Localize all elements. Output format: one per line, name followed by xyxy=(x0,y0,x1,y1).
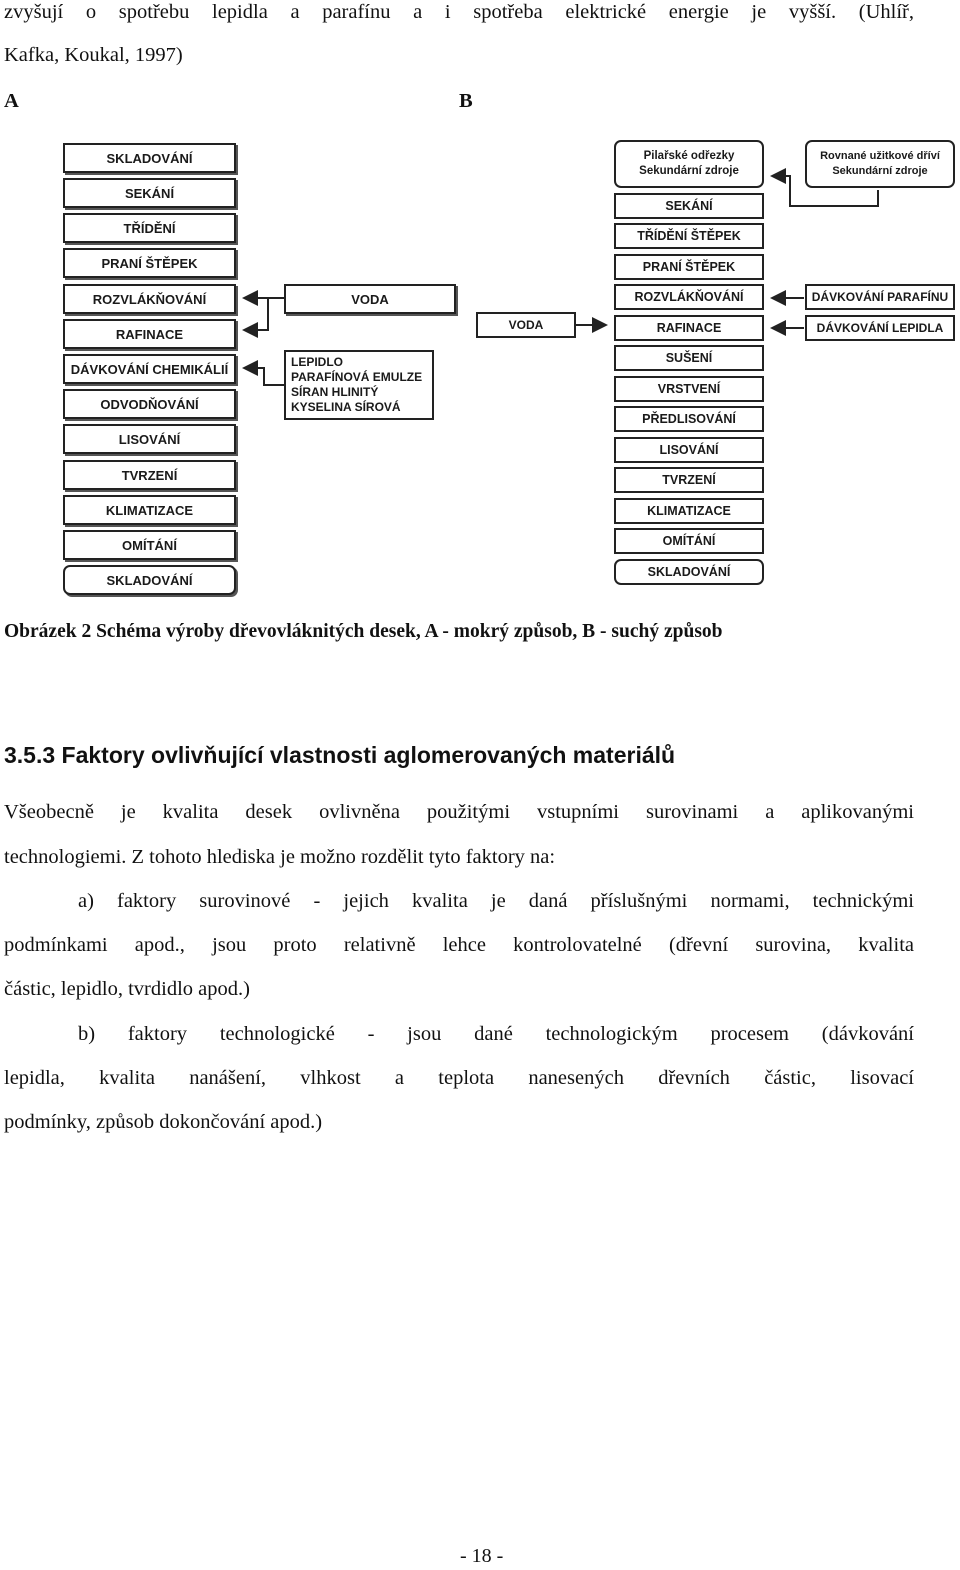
body-pa-line1: a) faktory surovinové - jejich kvalita je daná příslušnými normami, technickými xyxy=(78,890,914,912)
a-input-voda: VODA xyxy=(284,284,456,314)
b-step-vrstveni: VRSTVENÍ xyxy=(614,376,764,402)
a-step-lisovani: LISOVÁNÍ xyxy=(63,424,236,454)
b-step-klimatizace: KLIMATIZACE xyxy=(614,498,764,524)
a-step-tvrzeni: TVRZENÍ xyxy=(63,460,236,490)
a-step-klimatizace: KLIMATIZACE xyxy=(63,495,236,525)
body-pb-line2: lepidla, kvalita nanášení, vlhkost a teplota nanesených dřevních částic, lisovací xyxy=(4,1067,914,1089)
b-source-rovnane-line1: Rovnané užitkové dříví xyxy=(820,150,940,162)
a-step-sekani: SEKÁNÍ xyxy=(63,178,236,208)
chemical-siran-hlinity: SÍRAN HLINITÝ xyxy=(291,385,379,399)
b-step-rozvlaknovani: ROZVLÁKŇOVÁNÍ xyxy=(614,284,764,310)
b-step-prani-stepek: PRANÍ ŠTĚPEK xyxy=(614,254,764,280)
body-pb-line3: podmínky, způsob dokončování apod.) xyxy=(4,1111,323,1133)
a-step-trideni: TŘÍDĚNÍ xyxy=(63,213,236,243)
a-step-davkovani-chemikalii: DÁVKOVÁNÍ CHEMIKÁLIÍ xyxy=(63,354,236,384)
b-input-voda: VODA xyxy=(476,312,576,338)
b-source-pilarske xyxy=(614,140,764,188)
body-pa-line3: částic, lepidlo, tvrdidlo apod.) xyxy=(4,978,250,1000)
b-step-lisovani: LISOVÁNÍ xyxy=(614,437,764,463)
a-step-prani-stepek: PRANÍ ŠTĚPEK xyxy=(63,248,236,278)
a-input-chemicals xyxy=(284,350,434,420)
figure-caption: Obrázek 2 Schéma výroby dřevovláknitých desek, A - mokrý způsob, B - suchý způsob xyxy=(4,621,723,642)
b-step-predlisovani: PŘEDLISOVÁNÍ xyxy=(614,406,764,432)
b-step-suseni: SUŠENÍ xyxy=(614,345,764,371)
body-p1-line1: Všeobecně je kvalita desek ovlivněna použitými vstupními surovinami a aplikovanými xyxy=(4,801,914,823)
b-step-omitani: OMÍTÁNÍ xyxy=(614,528,764,554)
b-step-skladovani: SKLADOVÁNÍ xyxy=(614,559,764,585)
a-step-skladovani-final: SKLADOVÁNÍ xyxy=(63,565,236,595)
diagram-label-b: B xyxy=(459,90,473,112)
chemical-lepidlo: LEPIDLO xyxy=(291,355,344,369)
a-step-rafinace: RAFINACE xyxy=(63,319,236,349)
body-pa-line2: podmínkami apod., jsou proto relativně lehce kontrolovatelné (dřevní surovina, kvalita xyxy=(4,934,914,956)
b-step-tvrzeni: TVRZENÍ xyxy=(614,467,764,493)
a-step-skladovani: SKLADOVÁNÍ xyxy=(63,143,236,173)
b-source-rovnane-line2: Sekundární zdroje xyxy=(832,165,928,177)
chemical-kyselina-sirova: KYSELINA SÍROVÁ xyxy=(291,400,401,414)
b-source-pilarske-line2: Sekundární zdroje xyxy=(639,165,739,177)
page-number: - 18 - xyxy=(460,1545,504,1567)
a-step-omitani: OMÍTÁNÍ xyxy=(63,530,236,560)
b-source-rovnane xyxy=(805,140,955,188)
intro-line-1: zvyšují o spotřebu lepidla a parafínu a i spotřeba elektrické energie je vyšší. (Uhlíř, xyxy=(4,1,914,23)
intro-line-2: Kafka, Koukal, 1997) xyxy=(4,44,183,66)
b-step-trideni-stepek: TŘÍDĚNÍ ŠTĚPEK xyxy=(614,223,764,249)
b-source-pilarske-line1: Pilařské odřezky xyxy=(643,150,735,162)
body-p1-line2: technologiemi. Z tohoto hlediska je možno rozdělit tyto faktory na: xyxy=(4,846,556,868)
body-pb-line1: b) faktory technologické - jsou dané technologickým procesem (dávkování xyxy=(78,1023,914,1045)
a-step-rozvláknovani: ROZVLÁKŇOVÁNÍ xyxy=(63,284,236,314)
b-dosing-parafin: DÁVKOVÁNÍ PARAFÍNU xyxy=(805,284,955,310)
b-step-rafinace: RAFINACE xyxy=(614,315,764,341)
b-step-sekani: SEKÁNÍ xyxy=(614,193,764,219)
section-heading: 3.5.3 Faktory ovlivňující vlastnosti aglomerovaných materiálů xyxy=(4,742,676,768)
b-dosing-lepidlo: DÁVKOVÁNÍ LEPIDLA xyxy=(805,315,955,341)
chemical-parafinova-emulze: PARAFÍNOVÁ EMULZE xyxy=(291,370,423,384)
a-step-odvodnovani: ODVODŇOVÁNÍ xyxy=(63,389,236,419)
diagram-label-a: A xyxy=(4,90,19,112)
